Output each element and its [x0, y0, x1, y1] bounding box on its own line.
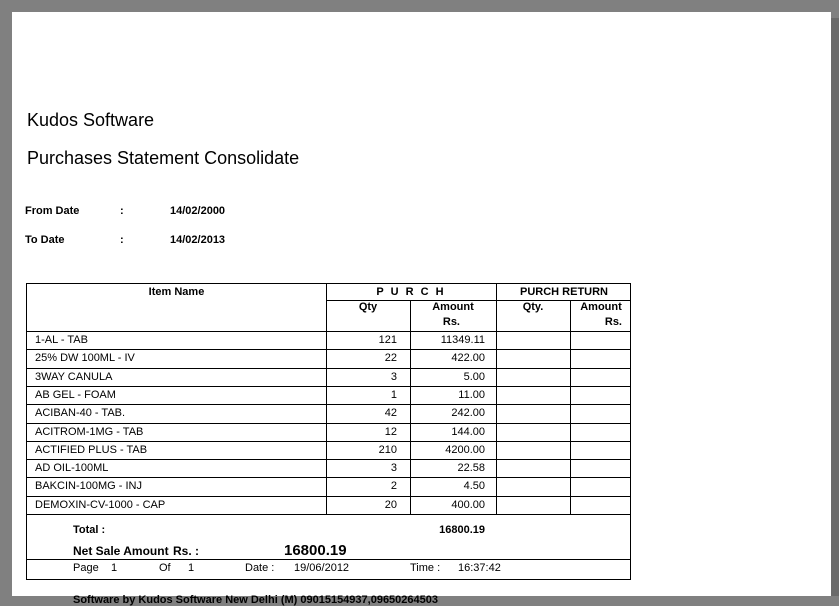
- row-item-name: 1-AL - TAB: [35, 334, 88, 346]
- row-amount: 400.00: [451, 498, 485, 511]
- from-date-value: 14/02/2000: [170, 205, 226, 217]
- row-item-name: ACTIFIED PLUS - TAB: [35, 443, 148, 456]
- row-item-name: DEMOXIN-CV-1000 - CAP: [35, 498, 166, 511]
- row-amount: 11349.11: [440, 334, 485, 346]
- row-qty: 12: [384, 425, 397, 438]
- row-qty: 3: [390, 462, 397, 475]
- row-amount: 5.00: [463, 370, 485, 383]
- row-divider: [27, 404, 630, 405]
- col-divider: [496, 284, 497, 514]
- row-qty: 210: [378, 443, 397, 456]
- report-page: [12, 12, 831, 606]
- page-label: Page: [73, 562, 99, 574]
- row-amount: 11.00: [458, 388, 485, 401]
- row-item-name: AB GEL - FOAM: [35, 388, 116, 401]
- header-amount: Amount: [432, 301, 474, 313]
- row-divider: [27, 423, 630, 424]
- row-qty: 42: [384, 407, 397, 420]
- net-sale-label: Net Sale Amount: [73, 544, 169, 558]
- to-date-value: 14/02/2013: [170, 234, 226, 246]
- row-divider: [27, 459, 630, 460]
- header-item-name: Item Name: [148, 286, 205, 298]
- header-bottom-line: [27, 331, 630, 332]
- print-date: 19/06/2012: [294, 562, 350, 574]
- header-purch-return: PURCH RETURN: [520, 286, 608, 298]
- header-purch: P U R C H: [376, 286, 446, 298]
- footer-credit: Software by Kudos Software New Delhi (M) 09015154937,09650264503: [73, 594, 439, 606]
- row-amount: 4200.00: [445, 443, 485, 456]
- to-date-label: To Date: [25, 234, 65, 246]
- row-divider: [27, 441, 630, 442]
- from-date-separator: :: [120, 205, 124, 217]
- row-qty: 22: [384, 352, 397, 365]
- row-amount: 242.00: [451, 407, 485, 420]
- row-item-name: 3WAY CANULA: [35, 370, 113, 383]
- row-qty: 121: [378, 334, 397, 346]
- row-item-name: ACIBAN-40 - TAB.: [35, 407, 126, 420]
- from-date-label: From Date: [25, 205, 80, 217]
- row-qty: 1: [390, 388, 397, 401]
- header-amount-rs: Rs.: [442, 316, 460, 328]
- row-amount: 22.58: [457, 462, 485, 475]
- total-label: Total :: [73, 524, 106, 536]
- row-qty: 3: [390, 370, 397, 383]
- header-amount-return-rs: Rs.: [604, 316, 622, 328]
- row-divider: [27, 477, 630, 478]
- row-amount: 4.50: [463, 480, 485, 493]
- row-divider: [27, 386, 630, 387]
- row-qty: 2: [390, 480, 397, 493]
- net-sale-value: 16800.19: [284, 542, 347, 559]
- row-qty: 20: [384, 498, 397, 511]
- col-divider: [570, 300, 571, 514]
- report-title: Purchases Statement Consolidate: [27, 148, 300, 168]
- to-date-separator: :: [120, 234, 124, 246]
- row-amount: 144.00: [451, 425, 485, 438]
- header-amount-return: Amount: [580, 301, 622, 313]
- row-item-name: 25% DW 100ML - IV: [35, 352, 135, 365]
- row-divider: [27, 368, 630, 369]
- row-amount: 422.00: [451, 352, 485, 365]
- of-number: 1: [188, 562, 195, 574]
- header-qty: Qty: [358, 301, 378, 313]
- header-qty-return: Qty.: [522, 301, 544, 313]
- page-number: 1: [111, 562, 118, 574]
- row-divider: [27, 496, 630, 497]
- row-item-name: BAKCIN-100MG - INJ: [35, 480, 142, 493]
- net-sale-currency: Rs. :: [173, 544, 200, 558]
- page-info-divider: [27, 559, 630, 560]
- row-item-name: ACITROM-1MG - TAB: [35, 425, 144, 438]
- rows-bottom-line: [27, 514, 630, 515]
- of-label: Of: [159, 562, 171, 574]
- company-name: Kudos Software: [27, 110, 155, 130]
- purchase-table: [26, 283, 631, 580]
- row-item-name: AD OIL-100ML: [35, 462, 109, 475]
- print-time: 16:37:42: [458, 562, 501, 574]
- time-label: Time :: [410, 562, 441, 574]
- date-label: Date :: [245, 562, 275, 574]
- total-amount: 16800.19: [439, 524, 485, 536]
- row-divider: [27, 349, 630, 350]
